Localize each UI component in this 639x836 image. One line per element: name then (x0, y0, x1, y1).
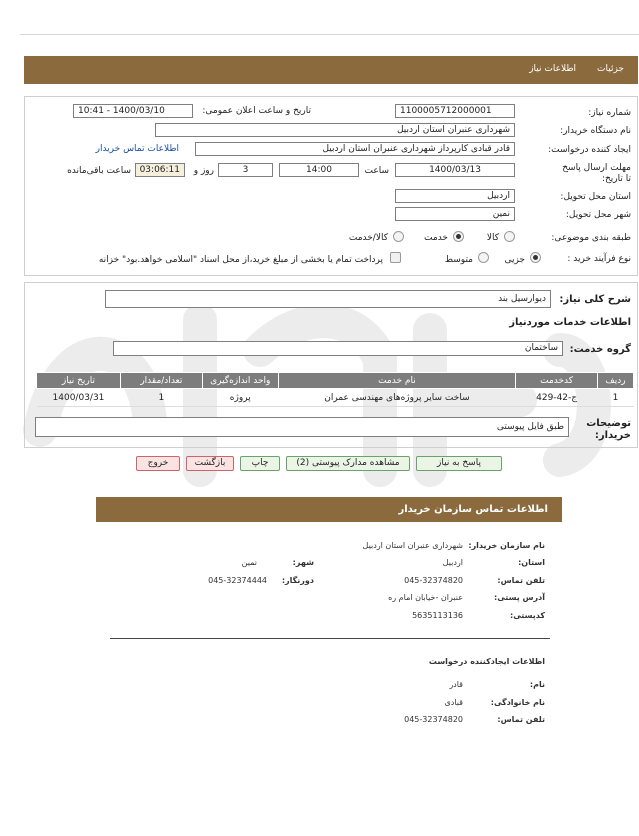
services-info-label: اطلاعات خدمات موردنیاز (509, 317, 631, 328)
reply-button[interactable]: پاسخ به نیاز (416, 456, 502, 471)
goods-service-label: کالا/خدمت (348, 233, 388, 243)
partial-label: جزیی (504, 255, 525, 265)
col-code: کدخدمت (516, 373, 598, 389)
announce-field: 1400/03/10 - 10:41 (73, 104, 193, 118)
buyer-notes-label: توضیحات خریدار: (586, 418, 631, 441)
req-name: قادر (449, 680, 463, 689)
cell-name: ساخت سایر پروژه‌های مهندسی عمران (278, 389, 515, 407)
category-label: طبقه بندی موضوعی: (551, 233, 631, 243)
city-field: نمین (395, 207, 515, 221)
radio-goods[interactable] (504, 231, 515, 242)
buyer-notes-field: طبق فایل پیوستی (35, 417, 569, 437)
req-phone-label: تلفن تماس: (497, 715, 545, 724)
contact-postal: 5635113136 (412, 611, 463, 620)
service-group-label: گروه خدمت: (569, 344, 631, 355)
buyer-org-label: نام دستگاه خریدار: (560, 126, 631, 136)
cell-qty: 1 (120, 389, 202, 407)
back-button[interactable]: بازگشت (186, 456, 234, 471)
days-label: روز و (193, 166, 214, 176)
exit-button[interactable]: خروج (136, 456, 180, 471)
radio-medium[interactable] (478, 252, 489, 263)
col-qty: تعداد/مقدار (120, 373, 202, 389)
attachments-button[interactable]: مشاهده مدارک پیوستی (2) (286, 456, 410, 471)
general-desc-field: دیوارسیل بند (105, 290, 551, 308)
province-field: اردبیل (395, 189, 515, 203)
deadline-label: مهلت ارسال پاسخ تا تاریخ: (562, 163, 631, 184)
req-phone: 045-32374820 (404, 715, 463, 724)
remaining-label: ساعت باقی‌مانده (67, 166, 131, 176)
days-field: 3 (218, 163, 273, 177)
top-divider (20, 34, 639, 35)
contact-title: اطلاعات تماس سازمان خریدار (398, 504, 548, 515)
buyer-org-field: شهرداری عنبران استان اردبیل (155, 123, 515, 137)
requester-label: ایجاد کننده درخواست: (548, 145, 631, 155)
contact-address: عنبران -خیابان امام ره (388, 593, 463, 602)
contact-province: اردبیل (442, 558, 463, 567)
services-table (36, 372, 634, 407)
deadline-time-field: 14:00 (279, 163, 359, 177)
contact-postal-label: کدپستی: (510, 611, 545, 620)
medium-label: متوسط (444, 255, 473, 265)
remaining-time-field: 03:06:11 (135, 163, 185, 177)
radio-service[interactable] (453, 231, 464, 242)
req-family: قبادی (444, 698, 463, 707)
cell-code: ج-42-429 (516, 389, 598, 407)
header-bar (24, 56, 638, 84)
print-button[interactable]: چاپ (240, 456, 280, 471)
col-date: تاریخ نیاز (37, 373, 121, 389)
need-number-label: شماره نیاز: (588, 108, 631, 118)
tab-details[interactable]: جزئیات (597, 64, 624, 74)
cell-row: 1 (598, 389, 634, 407)
announce-label: تاریخ و ساعت اعلان عمومی: (202, 106, 311, 116)
contact-city: نمین (241, 558, 257, 567)
payment-checkbox[interactable] (390, 252, 401, 263)
requester-info-title: اطلاعات ایجادکننده درخواست (428, 657, 545, 666)
tab-need-info[interactable]: اطلاعات نیاز (529, 64, 576, 74)
contact-org-label: نام سازمان خریدار: (468, 541, 545, 550)
process-label: نوع فرآیند خرید : (567, 254, 631, 264)
general-desc-label: شرح کلی نیاز: (559, 294, 631, 305)
deadline-date-field: 1400/03/13 (395, 163, 515, 177)
col-unit: واحد اندازه‌گیری (202, 373, 278, 389)
contact-org: شهرداری عنبران استان اردبیل (362, 541, 463, 550)
contact-fax: 045-32374444 (208, 576, 267, 585)
contact-city-label: شهر: (292, 558, 314, 567)
province-label: استان محل تحویل: (560, 192, 631, 202)
contact-fax-label: دورنگار: (281, 576, 314, 585)
contact-phone-label: تلفن تماس: (497, 576, 545, 585)
req-family-label: نام خانوادگی: (490, 698, 545, 707)
cell-unit: پروژه (202, 389, 278, 407)
cell-date: 1400/03/31 (37, 389, 121, 407)
need-number-field: 1100005712000001 (395, 104, 515, 118)
payment-note: پرداخت تمام یا بخشی از مبلغ خرید،از محل اسناد "اسلامی خواهد.بود" خزانه (98, 255, 383, 265)
req-name-label: نام: (529, 680, 545, 689)
goods-label: کالا (486, 233, 499, 243)
requester-field: قادر قبادی کارپرداز شهرداری عنبران استان اردبیل (195, 142, 515, 156)
contact-province-label: استان: (518, 558, 545, 567)
col-name: نام خدمت (278, 373, 515, 389)
contact-phone: 045-32374820 (404, 576, 463, 585)
service-group-field: ساختمان (113, 341, 563, 356)
city-label: شهر محل تحویل: (565, 210, 631, 220)
col-row: ردیف (598, 373, 634, 389)
time-label: ساعت (364, 166, 389, 176)
table-row (37, 389, 634, 407)
contact-header-bar (96, 497, 562, 522)
radio-goods-service[interactable] (393, 231, 404, 242)
contact-address-label: آدرس پستی: (494, 593, 545, 602)
buyer-contact-link[interactable]: اطلاعات تماس خریدار (95, 144, 179, 154)
contact-divider (110, 638, 550, 639)
radio-partial[interactable] (530, 252, 541, 263)
table-header-row (37, 373, 634, 389)
service-label: خدمت (424, 233, 448, 243)
